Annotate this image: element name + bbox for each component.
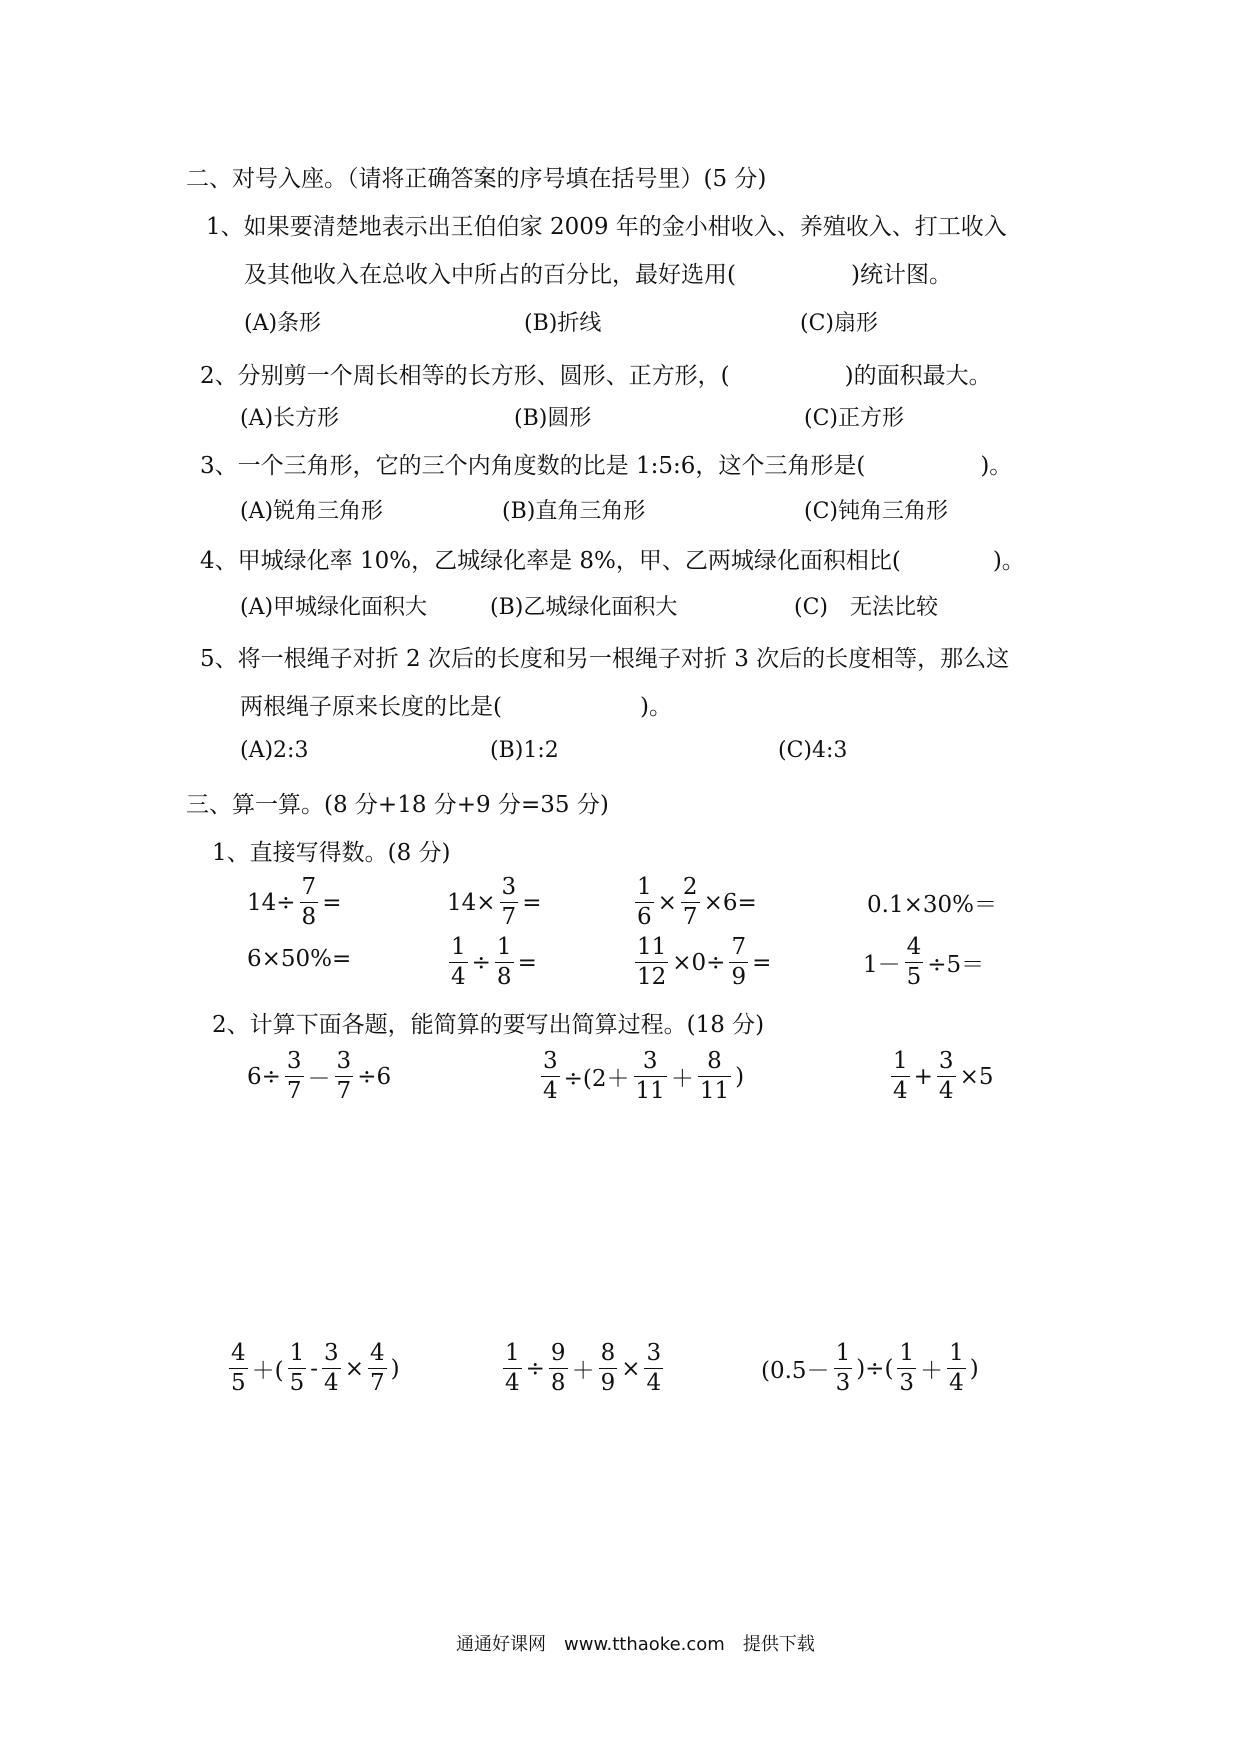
question-5-line-2: 两根绳子原来长度的比是( )。 <box>240 694 672 720</box>
question-1-option-b: (B)折线 <box>524 311 602 336</box>
calc-problem-5: $\frac{1}{4}$ ÷ $\frac{9}{8}$ ＋ $\frac{8}{9}$ × $\frac{3}{4}$ <box>505 1340 662 1396</box>
subsection-2-title: 2、计算下面各题，能简算的要写出简算过程。(18 分) <box>212 1012 765 1038</box>
question-3-option-c: (C)钝角三角形 <box>804 499 948 524</box>
calc-problem-1: 6÷ $\frac{3}{7}$ － $\frac{3}{7}$ ÷6 <box>247 1048 392 1104</box>
question-5-line-1: 5、将一根绳子对折 2 次后的长度和另一根绳子对折 3 次后的长度相等，那么这 <box>200 646 1010 672</box>
question-4-option-b: (B)乙城绿化面积大 <box>490 595 678 620</box>
calc-problem-4: $\frac{4}{5}$ ＋( $\frac{1}{5}$ - $\frac{3}{4}$ × $\frac{4}{7}$ ) <box>231 1340 400 1396</box>
question-5-option-c: (C)4:3 <box>778 738 848 763</box>
direct-calc-4: 0.1×30%＝ <box>867 892 997 918</box>
question-1-option-c: (C)扇形 <box>800 311 878 336</box>
question-1-line-1: 1、如果要清楚地表示出王伯伯家 2009 年的金小柑收入、养殖收入、打工收入 <box>206 214 1007 240</box>
direct-calc-8: 1－ $\frac{4}{5}$ ÷5＝ <box>863 934 985 990</box>
direct-calc-7: $\frac{11}{12}$ ×0÷ $\frac{7}{9}$ = <box>637 934 772 990</box>
direct-calc-3: $\frac{1}{6}$ × $\frac{2}{7}$ ×6= <box>637 874 757 930</box>
question-4-line-1: 4、甲城绿化率 10%，乙城绿化率是 8%，甲、乙两城绿化面积相比( )。 <box>200 548 1025 574</box>
direct-calc-2: 14× $\frac{3}{7}$ = <box>447 874 542 930</box>
question-5-option-a: (A)2:3 <box>240 738 309 763</box>
question-2-option-c: (C)正方形 <box>804 406 904 431</box>
calc-problem-3: $\frac{1}{4}$ + $\frac{3}{4}$ ×5 <box>893 1048 994 1104</box>
question-4-option-c: (C) 无法比较 <box>794 595 938 620</box>
footer-download-note: 通通好课网 www.tthaoke.com 提供下载 <box>456 1634 815 1655</box>
section-2-title: 二、对号入座。（请将正确答案的序号填在括号里）(5 分) <box>186 166 767 192</box>
section-3-title: 三、算一算。(8 分+18 分+9 分=35 分) <box>186 792 609 818</box>
question-2-line-1: 2、分别剪一个周长相等的长方形、圆形、正方形，( )的面积最大。 <box>200 363 992 389</box>
question-2-option-a: (A)长方形 <box>240 406 340 431</box>
question-4-option-a: (A)甲城绿化面积大 <box>240 595 428 620</box>
calc-problem-6: (0.5－ $\frac{1}{3}$ )÷( $\frac{1}{3}$ ＋ $\frac{1}{4}$ ) <box>761 1340 979 1396</box>
question-3-option-b: (B)直角三角形 <box>502 499 646 524</box>
question-3-line-1: 3、一个三角形，它的三个内角度数的比是 1:5:6，这个三角形是( )。 <box>200 453 1013 479</box>
question-3-option-a: (A)锐角三角形 <box>240 499 384 524</box>
direct-calc-5: 6×50%= <box>247 946 352 972</box>
direct-calc-1: 14÷ $\frac{7}{8}$ = <box>247 874 342 930</box>
subsection-1-title: 1、直接写得数。(8 分) <box>212 840 451 866</box>
question-1-line-2: 及其他收入在总收入中所占的百分比，最好选用( )统计图。 <box>244 262 952 288</box>
question-2-option-b: (B)圆形 <box>514 406 592 431</box>
direct-calc-6: $\frac{1}{4}$ ÷ $\frac{1}{8}$ = <box>451 934 537 990</box>
question-5-option-b: (B)1:2 <box>490 738 559 763</box>
question-1-option-a: (A)条形 <box>244 311 322 336</box>
calc-problem-2: $\frac{3}{4}$ ÷(2＋ $\frac{3}{11}$ ＋ $\frac{8}{11}$ ) <box>543 1048 745 1104</box>
